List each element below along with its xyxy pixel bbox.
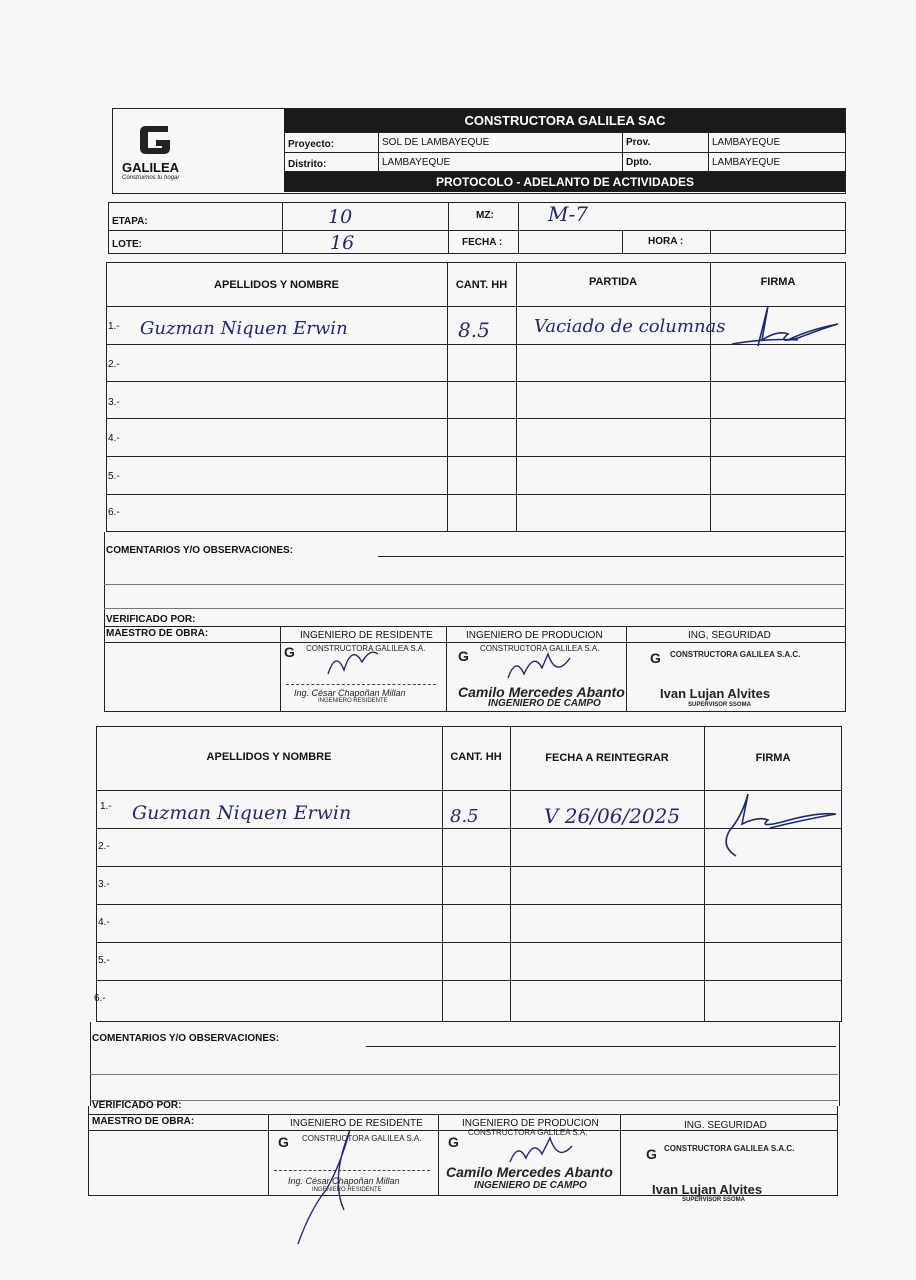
- galilea-stamp-icon: G: [646, 1146, 657, 1162]
- logo-word: GALILEA: [122, 160, 180, 175]
- ssoma-title: SUPERVISOR SSOMA: [682, 1197, 745, 1203]
- table1-entry-hh: 8.5: [458, 318, 490, 342]
- table1-header-name: APELLIDOS Y NOMBRE: [214, 279, 339, 291]
- table2-entry-name: Guzman Niquen Erwin: [132, 802, 352, 824]
- company-stamp: CONSTRUCTORA GALILEA S.A.: [480, 644, 600, 653]
- company-title: CONSTRUCTORA GALILEA SAC: [284, 108, 846, 132]
- fecha-label: FECHA :: [462, 236, 503, 248]
- campo-title: INGENIERO DE CAMPO: [474, 1180, 587, 1191]
- campo-signature-icon: [500, 648, 580, 684]
- logo-tagline: Construimos tu hogar: [122, 175, 180, 181]
- residente-signature-icon: [322, 640, 382, 680]
- table1-entry-name: Guzman Niquen Erwin: [140, 318, 348, 339]
- table2-header-name: APELLIDOS Y NOMBRE: [206, 751, 332, 763]
- hora-label: HORA :: [648, 235, 684, 247]
- mz-value: M-7: [548, 202, 588, 226]
- residente-name: Ing. César Chapoñan Millan: [288, 1176, 400, 1186]
- table2-row-number: 6.-: [94, 992, 106, 1004]
- table1-header-hh: CANT. HH: [455, 279, 508, 291]
- galilea-stamp-icon: G: [448, 1134, 459, 1150]
- campo-title: INGENIERO DE CAMPO: [488, 698, 601, 709]
- company-stamp-sac: CONSTRUCTORA GALILEA S.A.C.: [670, 650, 801, 659]
- company-stamp: CONSTRUCTORA GALILEA S.A.: [468, 1128, 588, 1137]
- distrito-value: LAMBAYEQUE: [382, 156, 451, 168]
- table1-entry-partida: Vaciado de columnas: [534, 316, 726, 337]
- etapa-value: 10: [328, 206, 353, 228]
- table2-row-number: 4.-: [98, 916, 110, 928]
- table2-header-fecha: FECHA A REINTEGRAR: [545, 752, 669, 764]
- table1-header-partida: PARTIDA: [588, 276, 638, 288]
- comments-label: COMENTARIOS Y/O OBSERVACIONES:: [106, 544, 294, 556]
- protocol-title: PROTOCOLO - ADELANTO DE ACTIVIDADES: [284, 172, 846, 192]
- table1-row-number: 2.-: [108, 358, 120, 370]
- campo-name: Camilo Mercedes Abanto: [446, 1164, 613, 1180]
- etapa-label: ETAPA:: [112, 215, 148, 227]
- campo-name: Camilo Mercedes Abanto: [458, 684, 625, 700]
- table1-row-number: 5.-: [108, 470, 120, 482]
- ing-produccion-label: INGENIERO DE PRODUCION: [462, 1117, 599, 1129]
- prov-label: Prov.: [626, 136, 651, 148]
- verificado-label: VERIFICADO POR:: [92, 1099, 182, 1111]
- galilea-stamp-icon: G: [650, 650, 661, 666]
- table1-row-number: 3.-: [108, 396, 120, 408]
- table2-entry-fecha: V 26/06/2025: [544, 804, 681, 828]
- galilea-stamp-icon: G: [278, 1134, 289, 1150]
- table2-row-number: 1.-: [100, 800, 112, 812]
- residente-signature-icon: [290, 1120, 380, 1250]
- company-stamp: CONSTRUCTORA GALILEA S.A.: [302, 1134, 422, 1143]
- table1-row-number: 1.-: [108, 320, 120, 332]
- company-stamp-sac: CONSTRUCTORA GALILEA S.A.C.: [664, 1144, 795, 1153]
- ssoma-name: Ivan Lujan Alvites: [660, 686, 771, 701]
- galilea-stamp-icon: G: [284, 644, 295, 660]
- ing-seguridad-label: ING, SEGURIDAD: [688, 629, 771, 641]
- ing-residente-label: INGENIERO DE RESIDENTE: [290, 1117, 423, 1129]
- ssoma-name: Ivan Lujan Alvites: [652, 1182, 763, 1197]
- proyecto-value: SOL DE LAMBAYEQUE: [382, 136, 490, 148]
- signature-icon: [728, 300, 844, 352]
- mz-label: MZ:: [476, 209, 494, 221]
- prov-value: LAMBAYEQUE: [712, 136, 781, 148]
- table2-row-number: 3.-: [98, 878, 110, 890]
- comments-label: COMENTARIOS Y/O OBSERVACIONES:: [92, 1032, 280, 1044]
- distrito-label: Distrito:: [288, 158, 327, 170]
- ing-produccion-label: INGENIERO DE PRODUCION: [466, 629, 603, 641]
- ing-residente-label: INGENIERO DE RESIDENTE: [300, 629, 433, 641]
- lote-label: LOTE:: [112, 238, 142, 250]
- residente-name: Ing. César Chapoñan Millan: [294, 688, 406, 698]
- proyecto-label: Proyecto:: [288, 138, 335, 150]
- table2-header-hh: CANT. HH: [450, 751, 502, 763]
- residente-title: INGENIERO RESIDENTE: [312, 1187, 382, 1193]
- table1-row-number: 4.-: [108, 432, 120, 444]
- maestro-label: MAESTRO DE OBRA:: [106, 627, 209, 639]
- signature-icon: [712, 786, 842, 862]
- dpto-value: LAMBAYEQUE: [712, 156, 781, 168]
- dpto-label: Dpto.: [626, 156, 652, 168]
- verificado-label: VERIFICADO POR:: [106, 613, 196, 625]
- table2-row-number: 5.-: [98, 954, 110, 966]
- ssoma-title: SUPERVISOR SSOMA: [688, 702, 751, 708]
- header-frame: [112, 108, 846, 194]
- residente-title: INGENIERO RESIDENTE: [318, 698, 388, 704]
- table2-row-number: 2.-: [98, 840, 110, 852]
- galilea-stamp-icon: G: [458, 648, 469, 664]
- ing-seguridad-label: ING. SEGURIDAD: [684, 1119, 767, 1131]
- company-stamp: CONSTRUCTORA GALILEA S.A.: [306, 644, 426, 653]
- maestro-label: MAESTRO DE OBRA:: [92, 1115, 195, 1127]
- table2-header-firma: FIRMA: [755, 752, 791, 764]
- table1-row-number: 6.-: [108, 506, 120, 518]
- lote-value: 16: [330, 232, 355, 254]
- table1-header-firma: FIRMA: [760, 276, 796, 288]
- campo-signature-icon: [500, 1134, 580, 1168]
- table2-entry-hh: 8.5: [450, 806, 479, 827]
